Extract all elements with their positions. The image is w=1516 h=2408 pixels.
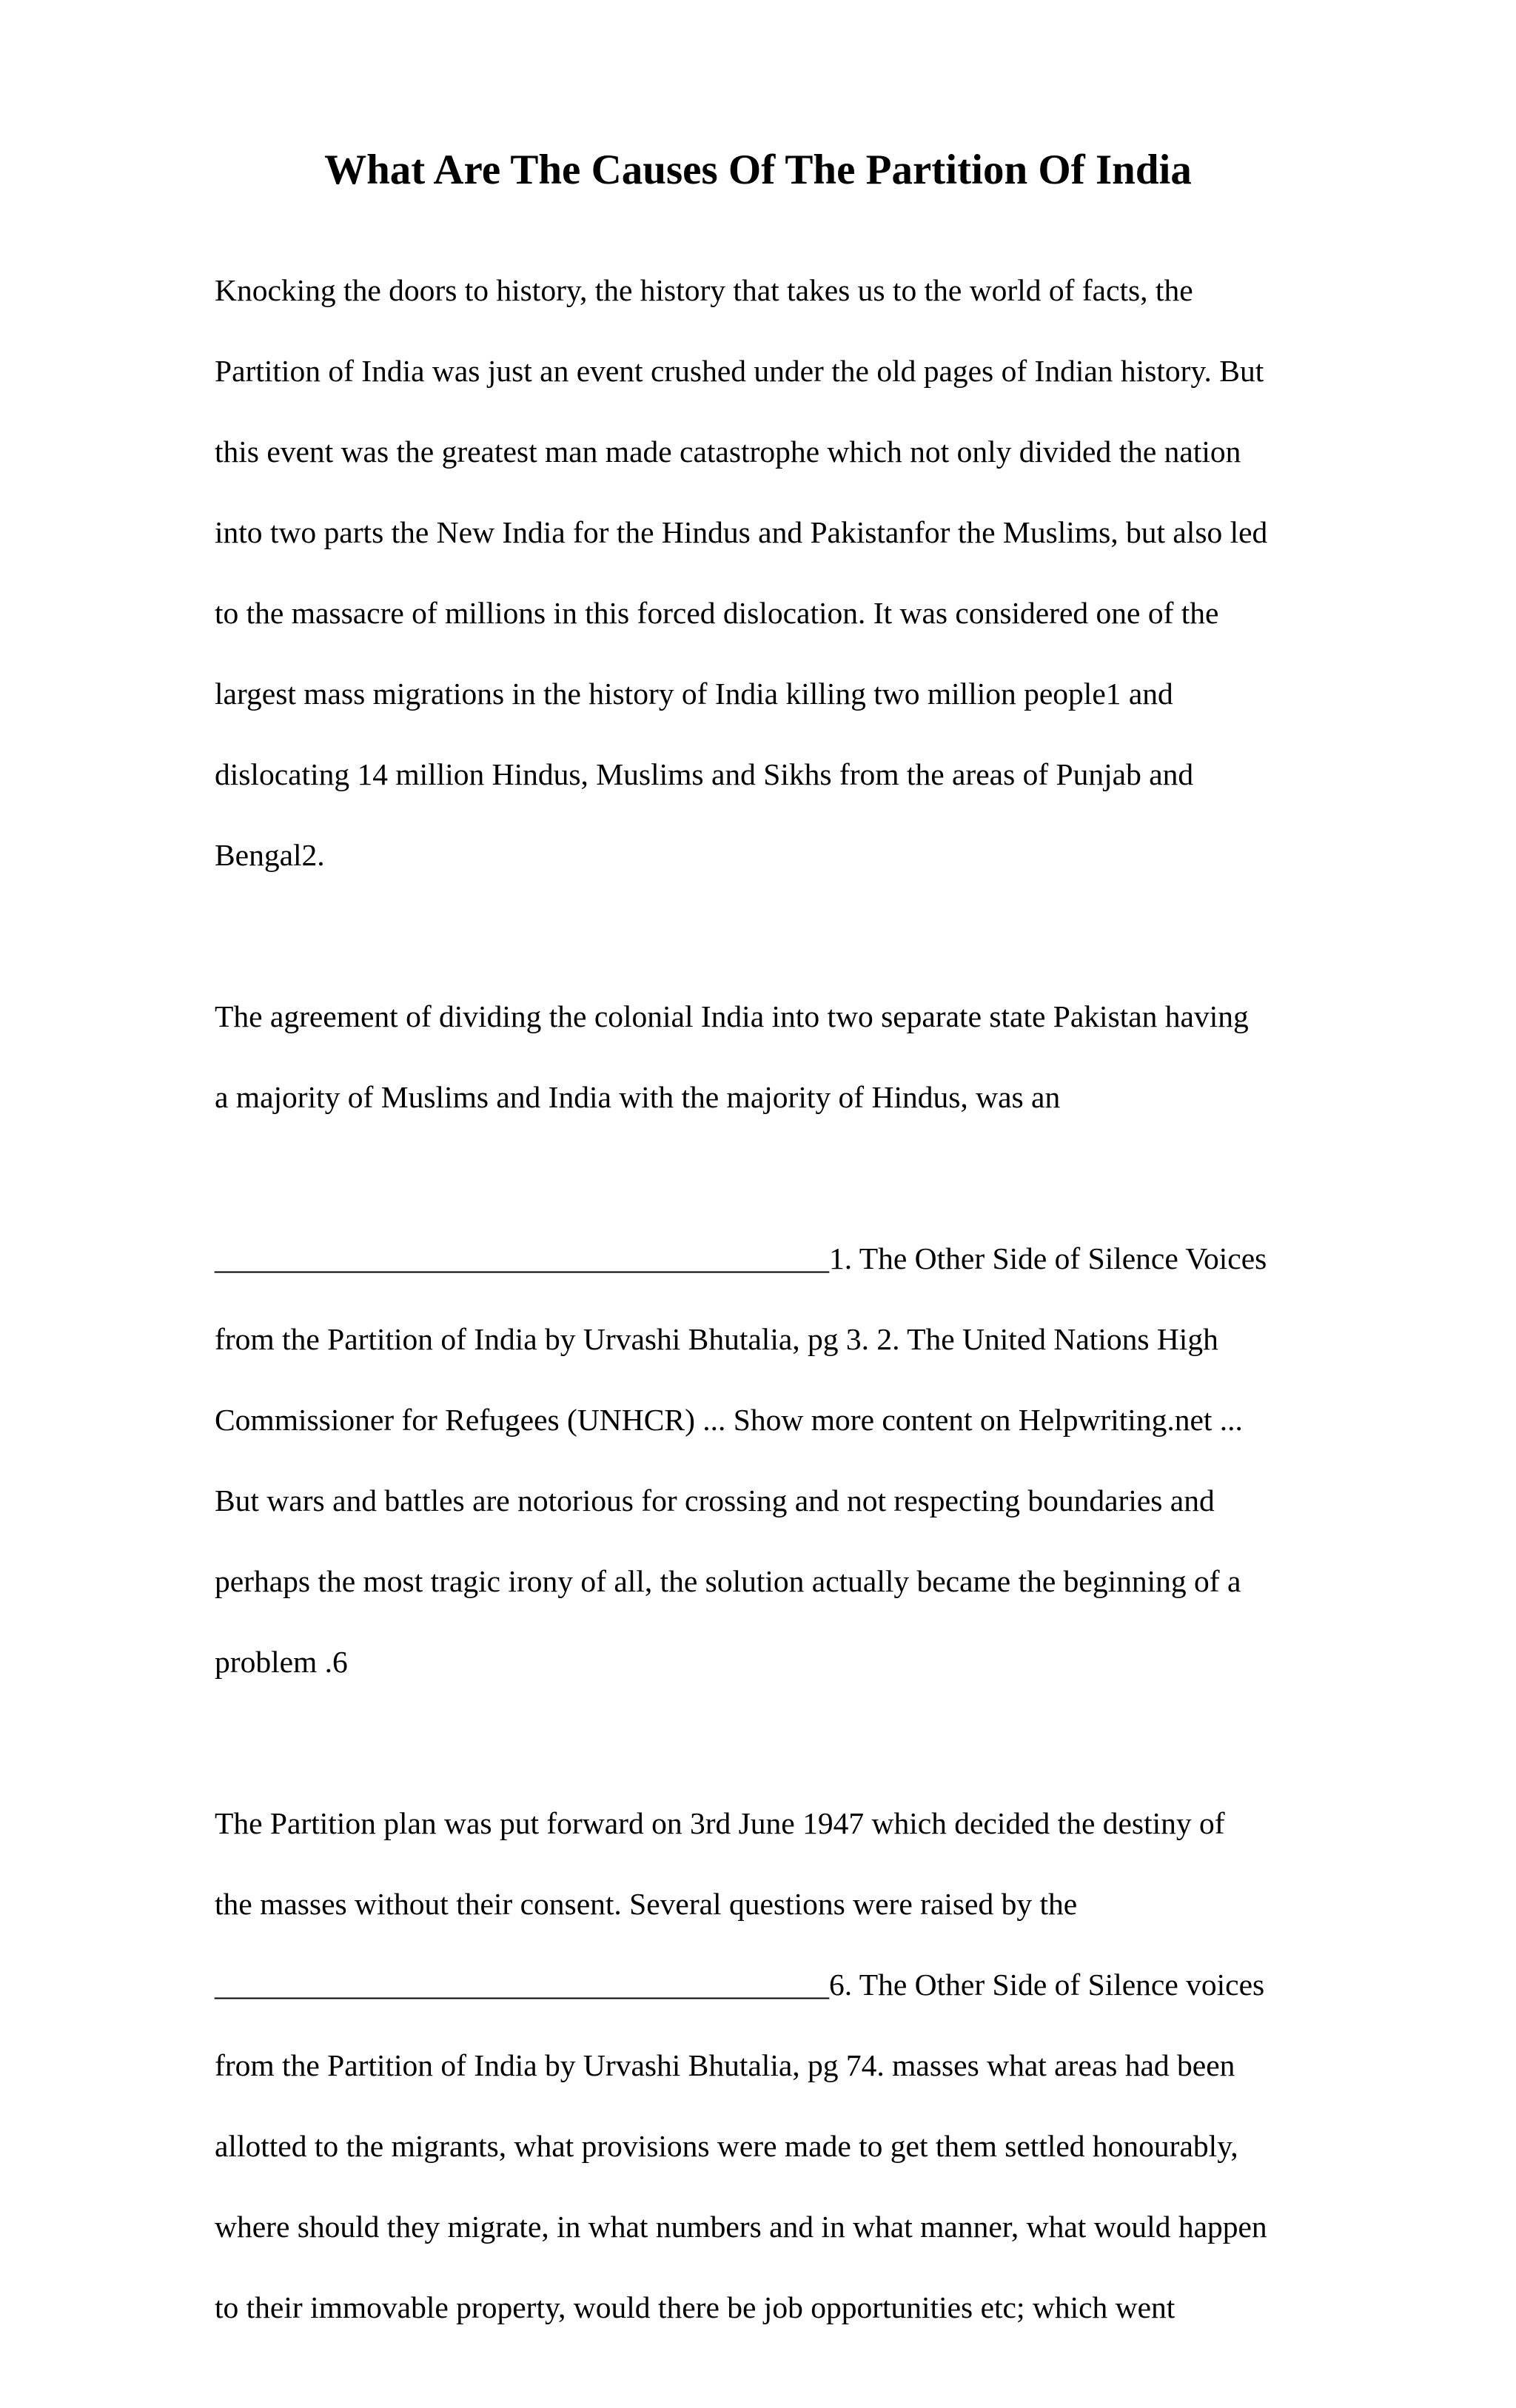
text-line: this event was the greatest man made catastrophe which not only divided the nation <box>215 434 1241 469</box>
paragraph-3-footnotes <box>215 1198 1406 1723</box>
text-line: The agreement of dividing the colonial India into two separate state Pakistan having <box>215 999 1249 1033</box>
text-line: to their immovable property, would there be job opportunities etc; which went <box>215 2290 1175 2324</box>
text-line: allotted to the migrants, what provisions were made to get them settled honourably, <box>215 2128 1238 2163</box>
text-line: a majority of Muslims and India with the majority of Hindus, was an <box>215 1079 1061 1114</box>
text-line: perhaps the most tragic irony of all, the solution actually became the beginning of a <box>215 1563 1241 1598</box>
text-line: The Partition plan was put forward on 3rd June 1947 which decided the destiny of <box>215 1805 1225 1840</box>
text-line: problem .6 <box>215 1644 348 1679</box>
page-title: What Are The Causes Of The Partition Of India <box>324 147 1192 193</box>
text-line: dislocating 14 million Hindus, Muslims and Sikhs from the areas of Punjab and <box>215 757 1194 791</box>
text-line: Bengal2. <box>215 837 325 872</box>
text-line: ________________________________________1. The Other Side of Silence Voices <box>215 1241 1267 1275</box>
text-line: the masses without their consent. Several questions were raised by the <box>215 1886 1078 1921</box>
paragraph-2 <box>215 956 1406 1158</box>
paragraph-4 <box>215 1763 1406 2368</box>
text-line: Knocking the doors to history, the history that takes us to the world of facts, the <box>215 272 1193 307</box>
text-line: Partition of India was just an event crushed under the old pages of Indian history. But <box>215 353 1264 388</box>
text-line: where should they migrate, in what numbers and in what manner, what would happen <box>215 2209 1267 2244</box>
text-line: from the Partition of India by Urvashi Bhutalia, pg 3. 2. The United Nations High <box>215 1321 1218 1356</box>
text-line: largest mass migrations in the history of India killing two million people1 and <box>215 676 1173 711</box>
text-line: into two parts the New India for the Hindus and Pakistanfor the Muslims, but also led <box>215 514 1268 549</box>
text-line: to the massacre of millions in this forced dislocation. It was considered one of the <box>215 595 1219 630</box>
text-line: But wars and battles are notorious for crossing and not respecting boundaries and <box>215 1483 1215 1517</box>
text-line: from the Partition of India by Urvashi Bhutalia, pg 74. masses what areas had been <box>215 2048 1235 2082</box>
text-line: ________________________________________6. The Other Side of Silence voices <box>215 1967 1265 2002</box>
text-line: Commissioner for Refugees (UNHCR) ... Show more content on Helpwriting.net ... <box>215 1402 1243 1437</box>
document-body <box>215 229 1406 2408</box>
paragraph-1 <box>215 229 1406 916</box>
